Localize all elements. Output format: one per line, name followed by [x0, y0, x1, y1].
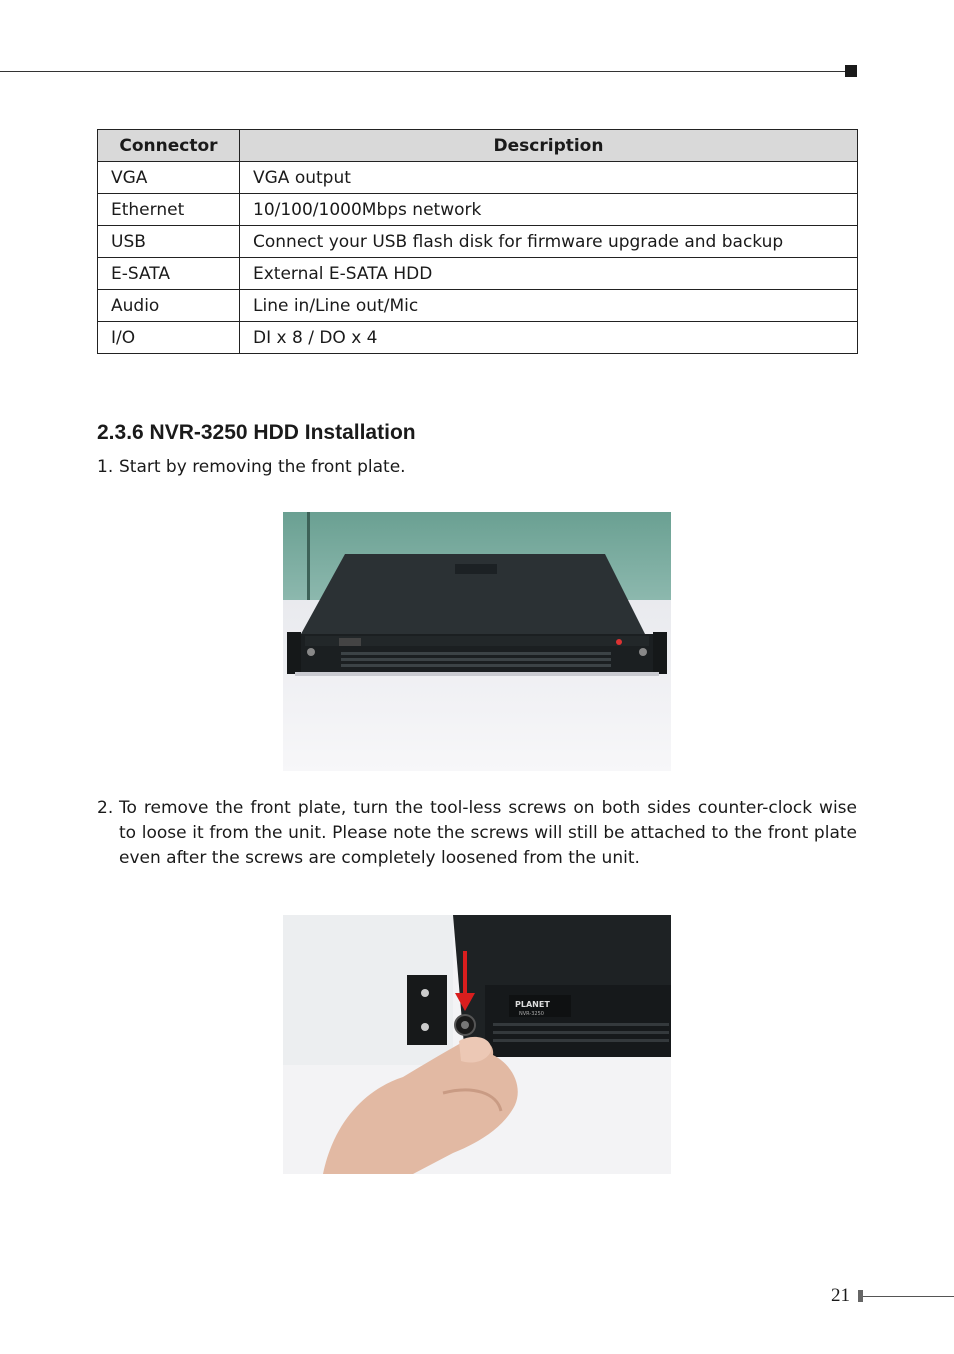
step-text: Start by removing the front plate.	[119, 457, 406, 477]
header-rule	[0, 71, 846, 72]
table-row	[98, 258, 858, 290]
cell-description: Line in/Line out/Mic	[240, 290, 858, 322]
photo-remove-screw	[283, 915, 671, 1174]
step-number: 2.	[97, 798, 114, 818]
cell-connector: I/O	[98, 322, 240, 354]
cell-connector: VGA	[98, 162, 240, 194]
cell-description: 10/100/1000Mbps network	[240, 194, 858, 226]
step-number: 1.	[97, 457, 114, 477]
table-row	[98, 322, 858, 354]
cell-description: DI x 8 / DO x 4	[240, 322, 858, 354]
cell-connector: USB	[98, 226, 240, 258]
photo-nvr-front	[283, 512, 671, 771]
nvr-front-illustration	[283, 512, 671, 771]
step-text: To remove the front plate, turn the tool-less screws on both sides counter-clock wise to loose it from the unit. Please note the screws will still be attached to the front plate even after the screws are completely loosened from the unit.	[119, 798, 857, 868]
cell-connector: Ethernet	[98, 194, 240, 226]
header-connector: Connector	[98, 130, 240, 162]
badge-model: NVR-3250	[519, 1011, 544, 1017]
cell-description: VGA output	[240, 162, 858, 194]
page-number: 21	[831, 1285, 850, 1306]
badge-brand: PLANET	[515, 1000, 550, 1009]
table-row	[98, 162, 858, 194]
screw-removal-illustration	[283, 915, 671, 1174]
cell-description: External E-SATA HDD	[240, 258, 858, 290]
table-header-row	[98, 130, 858, 162]
header-description: Description	[240, 130, 858, 162]
table-row	[98, 290, 858, 322]
cell-connector: Audio	[98, 290, 240, 322]
cell-description: Connect your USB flash disk for firmware upgrade and backup	[240, 226, 858, 258]
connector-table	[97, 129, 858, 354]
footer-rule	[863, 1296, 954, 1297]
table-row	[98, 194, 858, 226]
section-title: 2.3.6 NVR-3250 HDD Installation	[97, 421, 416, 444]
table-row	[98, 226, 858, 258]
header-square-marker	[845, 65, 857, 77]
step-1	[97, 455, 857, 480]
step-2	[97, 796, 857, 871]
cell-connector: E-SATA	[98, 258, 240, 290]
